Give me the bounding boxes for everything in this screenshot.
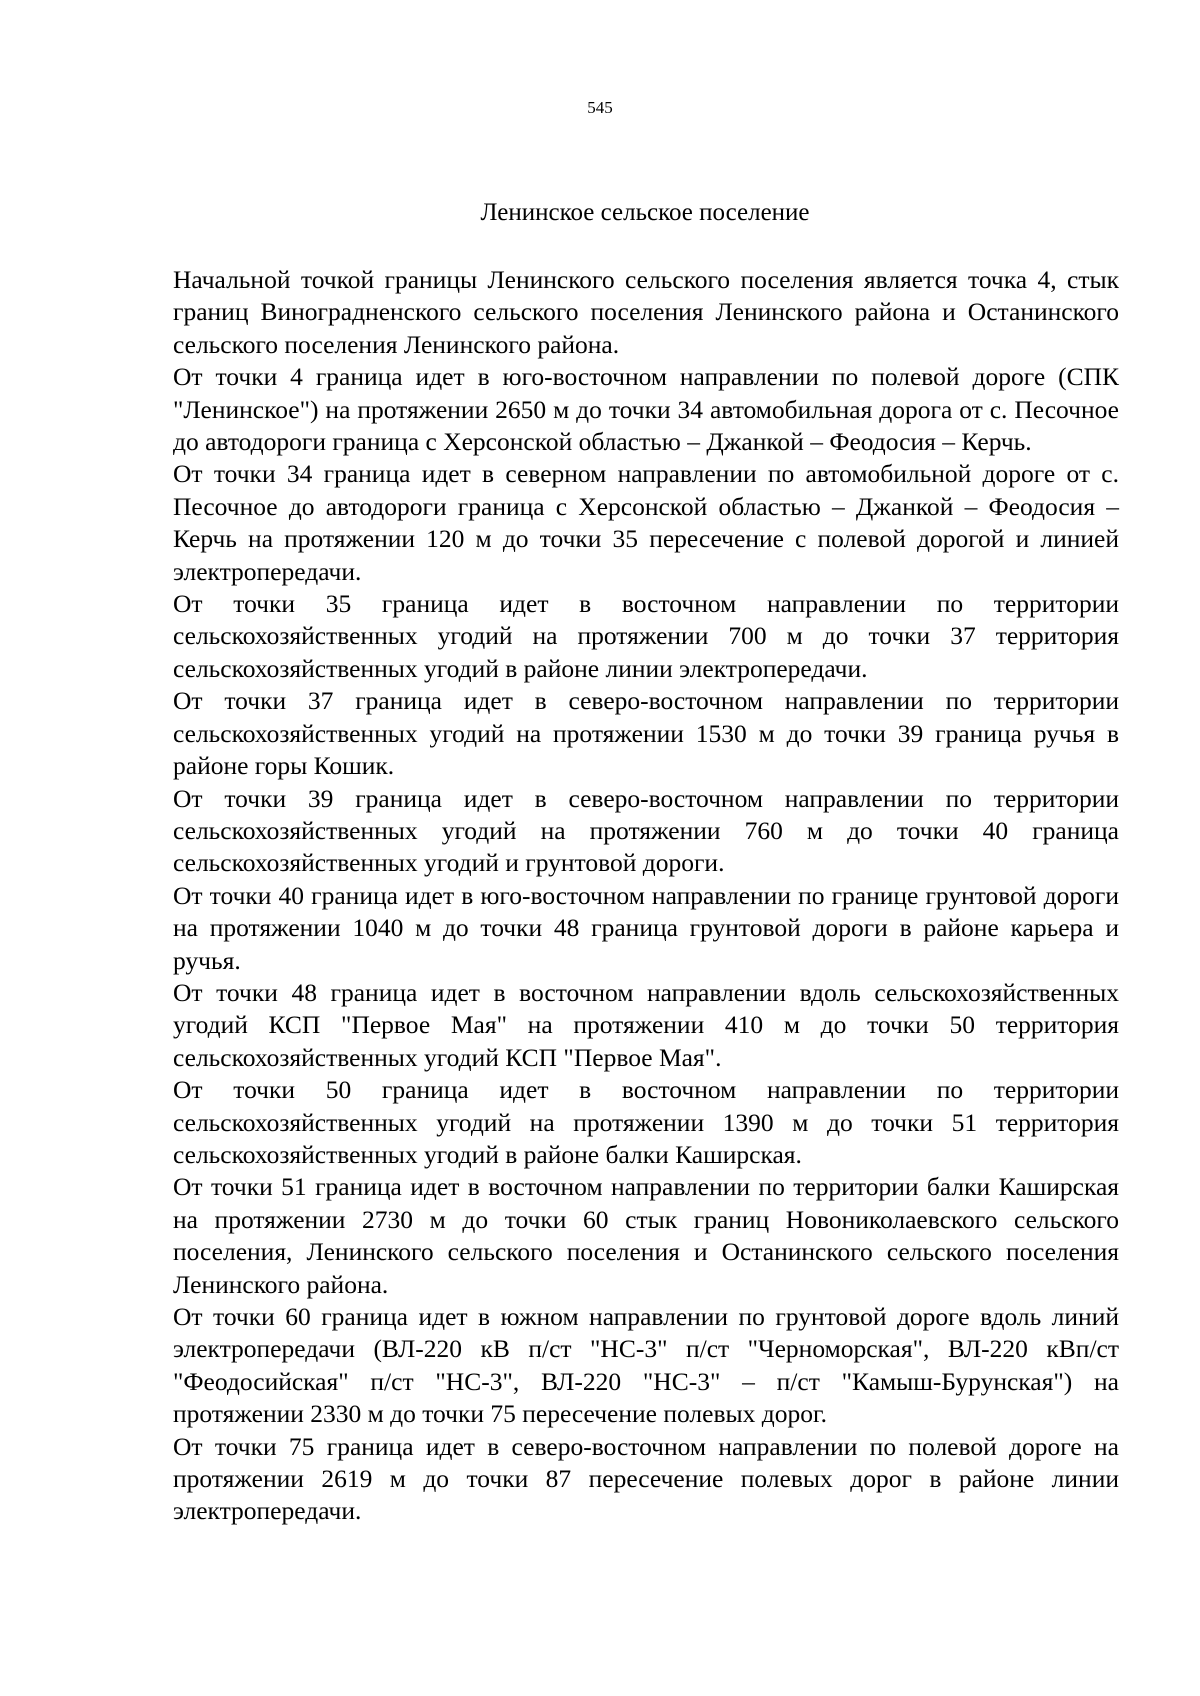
page-title: Ленинское сельское поселение (480, 199, 810, 226)
paragraph: От точки 35 граница идет в восточном направлении по территории сельскохозяйственных угодий на протяжении 700 м до точки 37 территория сельскохозяйственных угодий в районе линии электропередачи. (173, 589, 1119, 683)
paragraph: От точки 51 граница идет в восточном направлении по территории балки Каширская на протяжении 2730 м до точки 60 стык границ Новониколаевского сельского поселения, Ленинского сельского поселения и Останинского сельского поселения Ленинского района. (173, 1172, 1119, 1299)
paragraph: От точки 48 граница идет в восточном направлении вдоль сельскохозяйственных угодий КСП "Первое Мая" на протяжении 410 м до точки 50 территория сельскохозяйственных угодий КСП "Первое Мая". (173, 977, 1119, 1072)
paragraph: От точки 40 граница идет в юго-восточном направлении по границе грунтовой дороги на протяжении 1040 м до точки 48 граница грунтовой дороги в районе карьера и ручья. (173, 880, 1119, 975)
body-text (173, 264, 1119, 1528)
paragraph: От точки 39 граница идет в северо-восточном направлении по территории сельскохозяйственных угодий на протяжении 760 м до точки 40 граница сельскохозяйственных угодий и грунтовой дороги. (173, 783, 1119, 878)
page-number: 545 (587, 98, 613, 117)
paragraph: От точки 37 граница идет в северо-восточном направлении по территории сельскохозяйственных угодий на протяжении 1530 м до точки 39 граница ручья в районе горы Кошик. (173, 686, 1119, 781)
paragraph: От точки 75 граница идет в северо-восточном направлении по полевой дороге на протяжении 2619 м до точки 87 пересечение полевых дорог в районе линии электропередачи. (173, 1431, 1119, 1526)
paragraph: От точки 50 граница идет в восточном направлении по территории сельскохозяйственных угодий на протяжении 1390 м до точки 51 территория сельскохозяйственных угодий в районе балки Каширская. (173, 1075, 1119, 1169)
paragraph: От точки 60 граница идет в южном направлении по грунтовой дороге вдоль линий электропередачи (ВЛ-220 кВ п/ст "НС-3" п/ст "Черноморская", ВЛ-220 кВп/ст "Феодосийская" п/ст "НС-3", ВЛ-220 "НС-3" – п/ст "Камыш-Бурунская") на протяжении 2330 м до точки 75 пересечение полевых дорог. (173, 1302, 1119, 1429)
paragraph: От точки 4 граница идет в юго-восточном направлении по полевой дороге (СПК "Ленинское") на протяжении 2650 м до точки 34 автомобильная дорога от с. Песочное до автодороги граница с Херсонской областью – Джанкой – Феодосия – Керчь. (173, 362, 1119, 457)
paragraph: Начальной точкой границы Ленинского сельского поселения является точка 4, стык границ Виноградненского сельского поселения Ленинского района и Останинского сельского поселения Ленинского района. (173, 265, 1119, 359)
paragraph: От точки 34 граница идет в северном направлении по автомобильной дороге от с. Песочное до автодороги граница с Херсонской областью – Джанкой – Феодосия – Керчь на протяжении 120 м до точки 35 пересечение с полевой дорогой и линией электропередачи. (173, 459, 1119, 586)
